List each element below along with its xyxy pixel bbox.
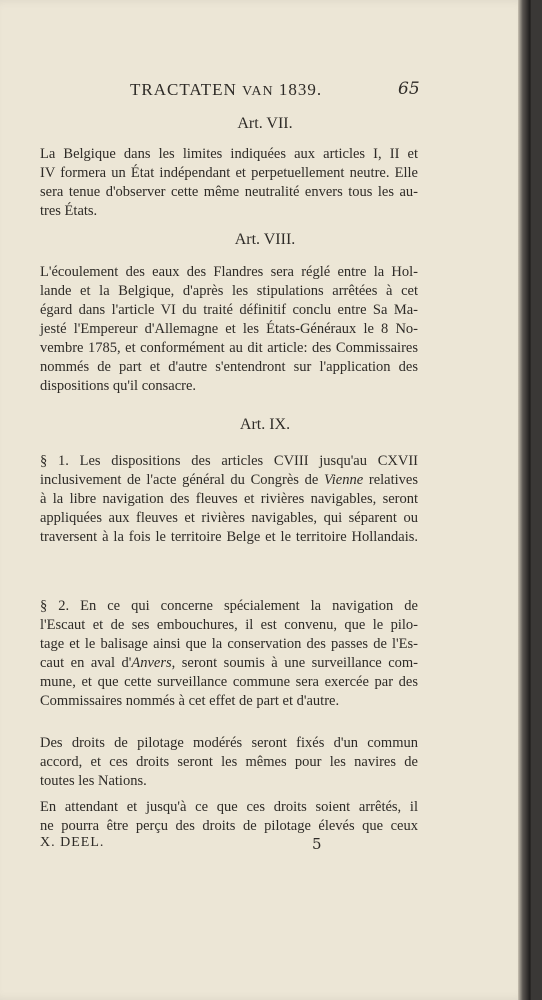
text-line: traversent à la fois le territoire Belge et le territoire Hollandais. [40, 529, 418, 545]
text-line: Des droits de pilotage modérés seront fixés d'un commun [40, 735, 418, 751]
page-number: 65 [398, 79, 420, 99]
text-line: l'Escaut et de ses embouchures, il est convenu, que le pilo- [40, 617, 418, 633]
article-heading: Art. IX. [239, 416, 291, 433]
signature-mark: X. DEEL. [40, 835, 105, 850]
text-line: La Belgique dans les limites indiquées aux articles I, II et [40, 146, 418, 162]
text-line: tres États. [40, 203, 98, 219]
text-line: nommés de part et d'autre s'entendront sur l'application des [40, 359, 418, 375]
text-line: caut en aval d'Anvers, seront soumis à une surveillance com- [40, 655, 418, 671]
article-heading: Art. VII. [237, 115, 293, 132]
text-line: à la libre navigation des fleuves et rivières navigables, seront [40, 491, 418, 507]
text-line: sera tenue d'observer cette même neutralité envers tous les au- [40, 184, 418, 200]
text-line: appliquées aux fleuves et rivières navigables, qui séparent ou [40, 510, 418, 526]
article-heading: Art. VIII. [234, 231, 296, 248]
text-line: jesté l'Empereur d'Allemagne et les États-Généraux le 8 No- [40, 321, 418, 337]
text-line: tage et le balisage ainsi que la conservation des passes de l'Es- [40, 636, 418, 652]
text-line: En attendant et jusqu'à ce que ces droits soient arrêtés, il [40, 799, 418, 815]
text-line: L'écoulement des eaux des Flandres sera réglé entre la Hol- [40, 264, 418, 280]
text-line: toutes les Nations. [40, 773, 147, 789]
running-head: TRACTATEN VAN 1839. [130, 80, 323, 99]
text-line: IV formera un État indépendant et perpetuellement neutre. Elle [40, 165, 418, 181]
text-line: accord, et ces droits seront les mêmes pour les navires de [40, 754, 418, 770]
text-line: ne pourra être perçu des droits de pilotage élevés que ceux [40, 818, 418, 834]
text-line: vembre 1785, et conformément au dit article: des Commissaires [40, 340, 418, 356]
text-line: dispositions qu'il consacre. [40, 378, 197, 394]
signature-number: 5 [312, 835, 322, 853]
text-line: § 2. En ce qui concerne spécialement la navigation de [40, 598, 418, 614]
text-line: lande et la Belgique, d'après les stipulations arrêtées à cet [40, 283, 418, 299]
page-edge-shadow [518, 0, 530, 1000]
text-line: Commissaires nommés à cet effet de part et d'autre. [40, 693, 340, 709]
text-line: mune, et que cette surveillance commune sera exercée par des [40, 674, 418, 690]
text-line: inclusivement de l'acte général du Congrès de Vienne relatives [40, 472, 418, 488]
text-line: § 1. Les dispositions des articles CVIII jusqu'au CXVII [40, 453, 418, 469]
text-line: égard dans l'article VI du traité définitif conclu entre Sa Ma- [40, 302, 418, 318]
